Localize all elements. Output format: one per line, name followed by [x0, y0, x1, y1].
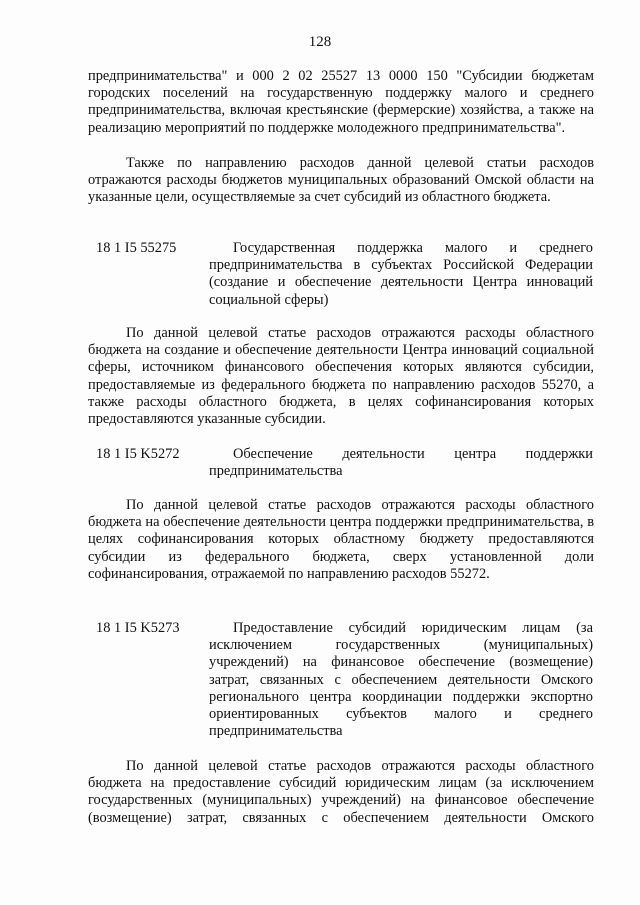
also-paragraph-block	[88, 155, 594, 207]
intro-paragraph-block	[88, 68, 594, 137]
entry-title	[209, 446, 593, 480]
also-paragraph: Также по направлению расходов данной целевой статьи расходов отражаются расходы бюджетов муниципальных образований Омской области на указанные цели, осуществляемые за счет субсидий из областного бюджета.	[88, 155, 594, 206]
entry-body-block	[88, 758, 594, 827]
entry-body-text: По данной целевой статье расходов отражаются расходы областного бюджета на обеспечение деятельности центра поддержки предпринимательства, в целях софинансирования которых областному бюджету предоставляются субсидии из федерального бюджета, сверх установленной доли софинансирования, отражаемой по направлению расходов 55272.	[88, 497, 594, 582]
entry-title-text: Предоставление субсидий юридическим лицам (за исключением государственных (муниципальных) учреждений) на финансовое обеспечение (возмещение) затрат, связанных с обеспечением деятельности Омского регионального центра координации поддержки экспортно ориентированных субъектов малого и среднего предпринимательства	[209, 620, 593, 740]
entry-title	[209, 240, 593, 309]
intro-paragraph: предпринимательства" и 000 2 02 25527 13 0000 150 "Субсидии бюджетам городских поселений на государственную поддержку малого и среднего предпринимательства, включая крестьянские (фермерские) хозяйства, а также на реализацию мероприятий по поддержке молодежного предпринимательства".	[88, 68, 594, 136]
page-number: 128	[308, 34, 332, 50]
budget-code: 18 1 I5 K5273	[96, 620, 180, 636]
entry-body-block	[88, 497, 594, 583]
entry-title-text: Государственная поддержка малого и среднего предпринимательства в субъектах Российской Федерации (создание и обеспечение деятельности Центра инноваций социальной сферы)	[209, 240, 593, 308]
entry-title-text: Обеспечение деятельности центра поддержки предпринимательства	[209, 446, 593, 480]
entry-body-block	[88, 325, 594, 428]
entry-body-text: По данной целевой статье расходов отражаются расходы областного бюджета на предоставление субсидий юридическим лицам (за исключением государственных (муниципальных) учреждений) на финансовое обеспечение (возмещение) затрат, связанных с обеспечением деятельности Омского	[88, 758, 594, 826]
entry-title	[209, 620, 593, 740]
budget-code: 18 1 I5 55275	[96, 240, 177, 256]
entry-body-text: По данной целевой статье расходов отражаются расходы областного бюджета на создание и обеспечение деятельности Центра инноваций социальной сферы, источником финансового обеспечения которых являются субсидии, предоставляемые из федерального бюджета по направлению расходов 55270, а также расходы областного бюджета, в целях софинансирования которых предоставляются указанные субсидии.	[88, 325, 594, 428]
budget-code: 18 1 I5 K5272	[96, 446, 180, 462]
